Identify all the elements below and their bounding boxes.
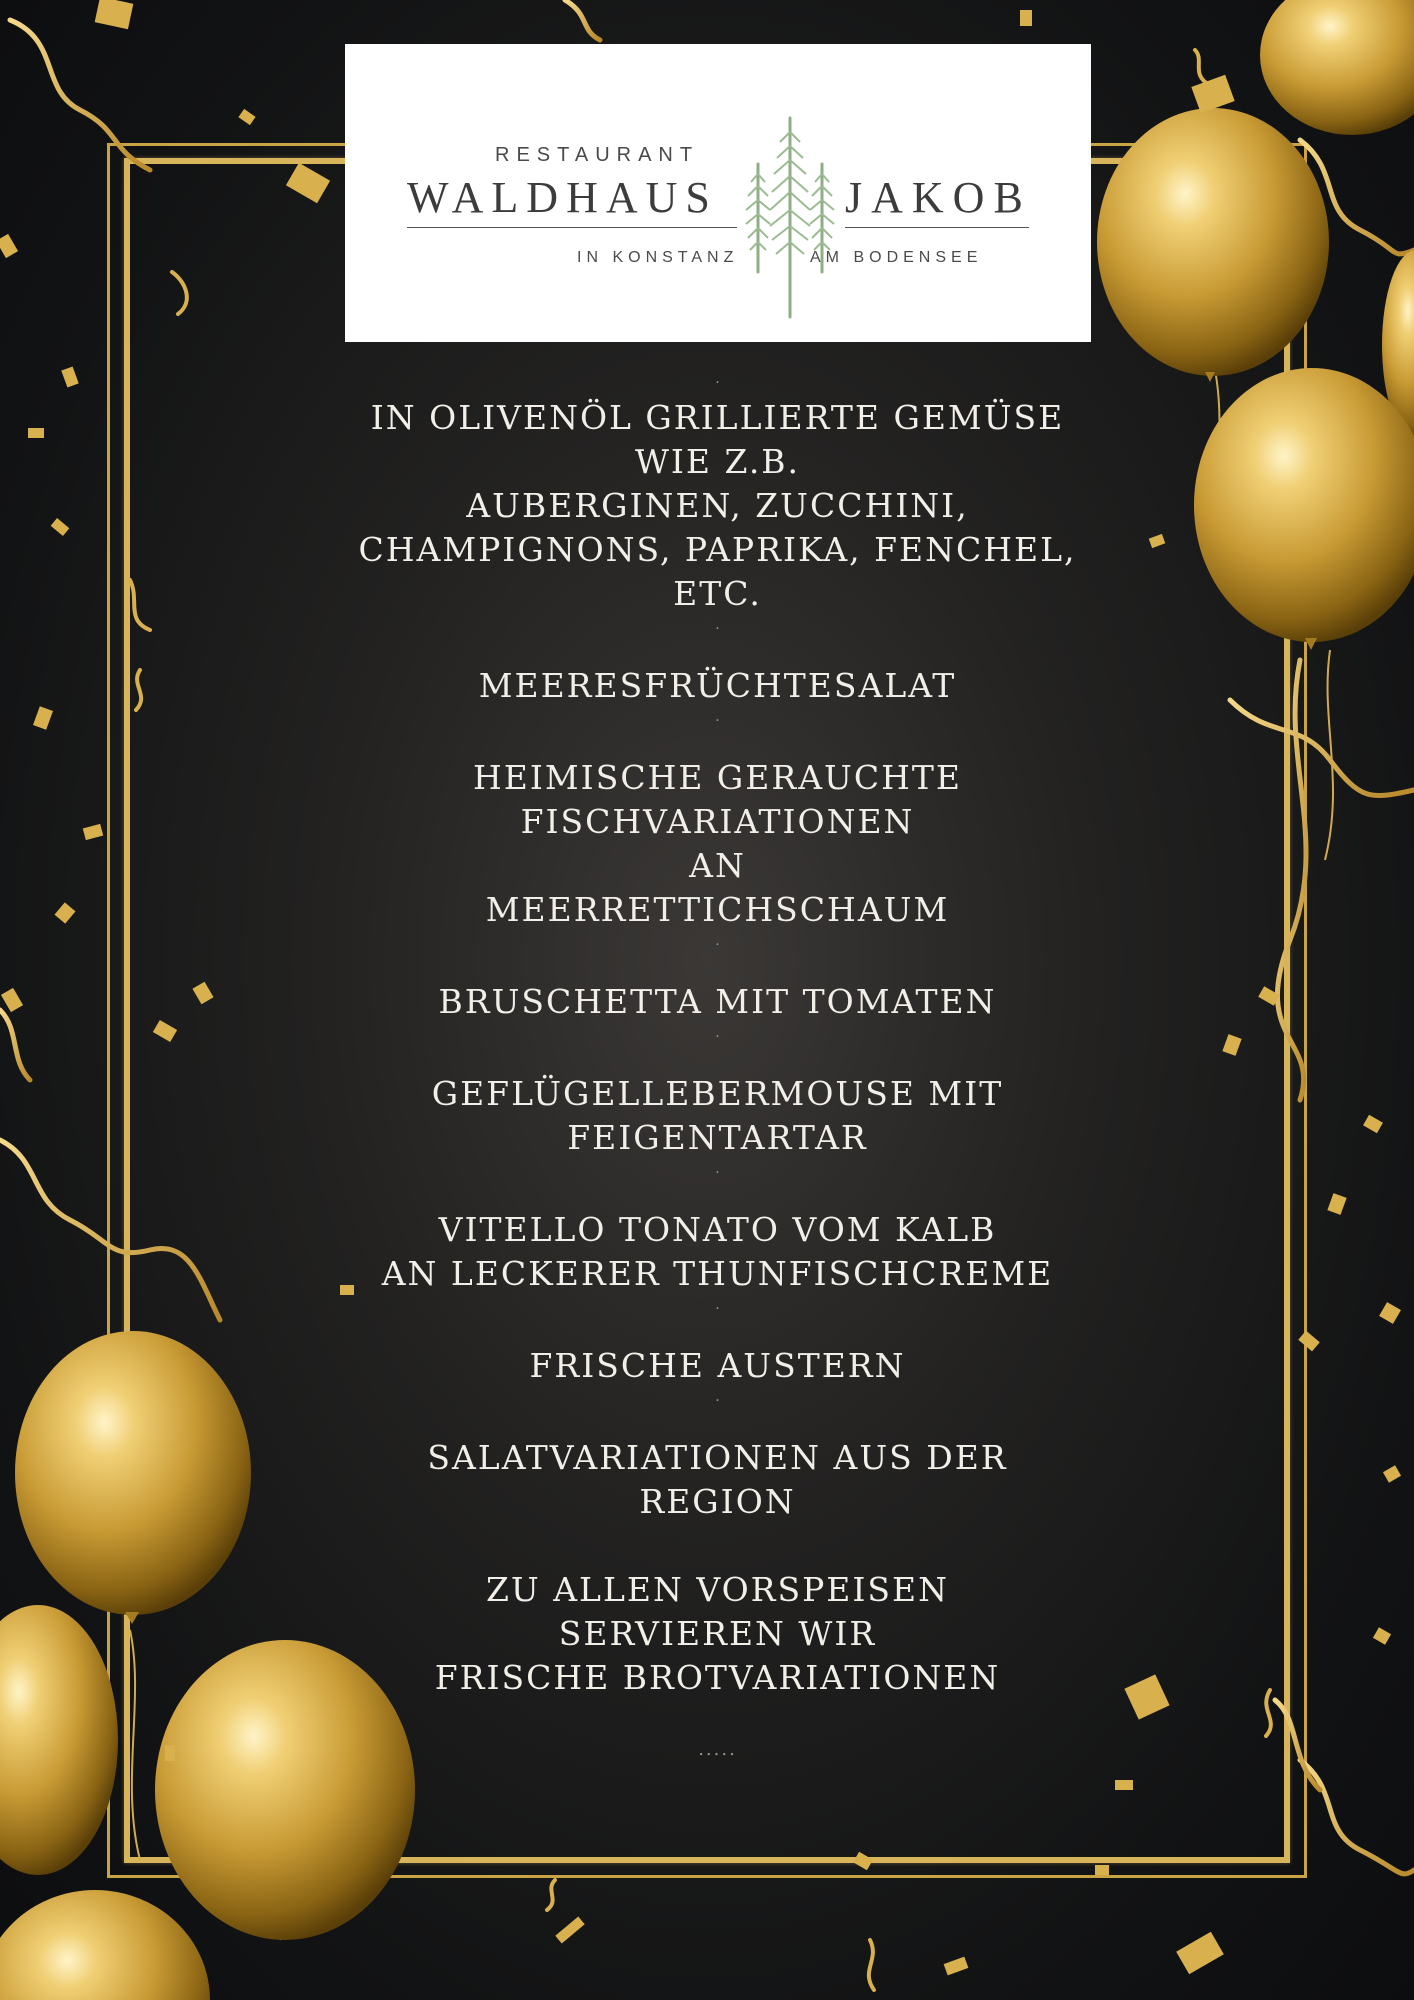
menu-separator: · (715, 375, 720, 391)
logo-location-right: AM BODENSEE (810, 249, 983, 266)
logo-location-left: IN KONSTANZ (577, 249, 739, 266)
logo-restaurant-label: RESTAURANT (495, 144, 700, 166)
menu-footer-note: ZU ALLEN VORSPEISEN SERVIEREN WIR FRISCHE BROTVARIATIONEN (434, 1570, 1001, 1697)
menu-separator: · (715, 1165, 720, 1181)
logo-name-right: JAKOB (845, 172, 1029, 228)
menu-end-mark: ..... (698, 1739, 737, 1760)
logo-name-left: WALDHAUS (407, 172, 737, 228)
menu-separator: · (715, 937, 720, 953)
menu-item: MEERESFRÜCHTESALAT (478, 666, 957, 705)
menu-separator: · (715, 1301, 720, 1317)
menu-item: VITELLO TONATO VOM KALB AN LECKERER THUNFISCHCREME (381, 1210, 1054, 1293)
menu-separator: · (715, 713, 720, 729)
menu-item: IN OLIVENÖL GRILLIERTE GEMÜSE WIE Z.B. AUBERGINEN, ZUCCHINI, CHAMPIGNONS, PAPRIKA, FENCHEL, ETC. (358, 398, 1077, 613)
menu-separator: · (715, 621, 720, 637)
menu-item: GEFLÜGELLEBERMOUSE MIT FEIGENTARTAR (431, 1074, 1004, 1157)
menu-list (330, 370, 1105, 1772)
menu-item: FRISCHE AUSTERN (529, 1346, 906, 1385)
restaurant-logo (345, 44, 1091, 342)
menu-item: HEIMISCHE GERAUCHTE FISCHVARIATIONEN AN MEERRETTICHSCHAUM (472, 758, 962, 929)
menu-separator: · (715, 1393, 720, 1409)
menu-separator: · (715, 1029, 720, 1045)
menu-item: SALATVARIATIONEN AUS DER REGION (427, 1438, 1008, 1521)
menu-item: BRUSCHETTA MIT TOMATEN (438, 982, 997, 1021)
tree-icon (740, 112, 840, 322)
